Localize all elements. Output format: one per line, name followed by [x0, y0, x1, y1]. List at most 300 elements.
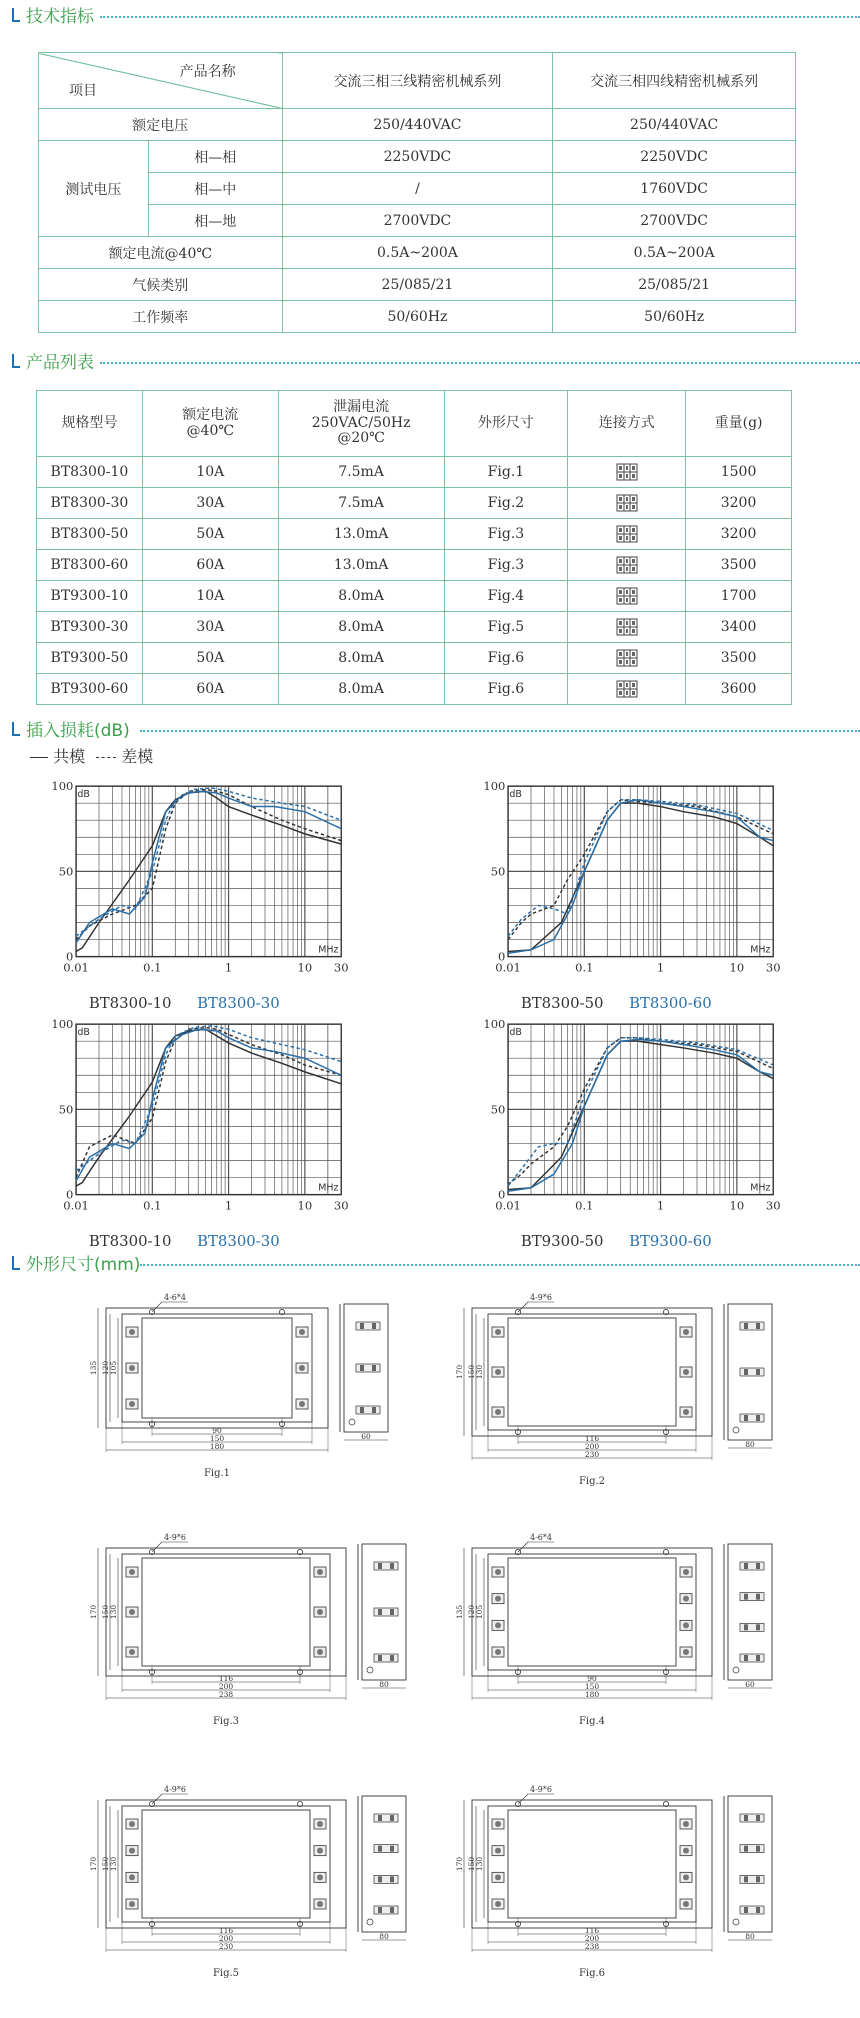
product-cell: 3400	[686, 612, 792, 643]
terminal-screw-icon	[129, 1821, 135, 1827]
ground-screw-icon	[367, 1919, 373, 1925]
side-screw-icon	[756, 1846, 760, 1852]
side-screw-icon	[756, 1594, 760, 1600]
terminal-screw-icon	[317, 1649, 323, 1655]
dashed-line-swatch	[96, 757, 116, 758]
product-cell: BT9300-10	[37, 581, 143, 612]
dim-label-horizontal: 230	[584, 1450, 600, 1459]
dimension-drawing-fig2	[436, 1290, 776, 1515]
hole-spec-label: 4-6*4	[164, 1293, 186, 1302]
product-cell: 30A	[142, 488, 278, 519]
side-screw-icon	[360, 1407, 364, 1413]
side-screw-icon	[378, 1655, 382, 1661]
x-tick-label: 30	[333, 1198, 349, 1213]
filter-body	[508, 1558, 676, 1666]
product-cell: BT8300-50	[37, 519, 143, 550]
x-tick-label: 0.01	[495, 960, 521, 975]
y-axis-unit: dB	[77, 1026, 90, 1038]
dim-label-vertical: 150	[467, 1856, 476, 1872]
filter-body	[508, 1810, 676, 1918]
side-screw-icon	[378, 1876, 382, 1882]
inner-plate	[488, 1554, 696, 1670]
spec-row-label: 额定电流@40℃	[39, 237, 283, 269]
divider	[140, 1264, 860, 1266]
divider	[140, 730, 860, 732]
dim-label-horizontal: 238	[584, 1942, 600, 1951]
product-row	[37, 457, 792, 488]
inner-plate	[488, 1806, 696, 1922]
product-cell: 8.0mA	[278, 643, 444, 674]
side-screw-icon	[390, 1846, 394, 1852]
terminal-screw-icon	[495, 1369, 501, 1375]
chart-plot-group	[508, 1024, 773, 1194]
leader-line	[152, 1302, 162, 1312]
side-terminal-icon	[374, 1814, 398, 1822]
terminal-screw-icon	[495, 1649, 501, 1655]
terminal-screw-icon	[299, 1365, 305, 1371]
terminal-screw-icon	[129, 1901, 135, 1907]
section-bracket-icon	[12, 722, 20, 736]
x-tick-label: 30	[765, 1198, 781, 1213]
series-label: BT9300-50	[520, 1232, 604, 1250]
leader-line	[518, 1542, 528, 1552]
dim-label-vertical: 150	[101, 1856, 110, 1872]
dim-label-horizontal: 80	[745, 1932, 755, 1941]
connection-cell	[568, 550, 686, 581]
dim-label-horizontal: 200	[584, 1934, 600, 1943]
product-table	[36, 390, 792, 705]
x-axis-unit: MHz	[750, 1182, 771, 1194]
y-tick-label: 50	[58, 864, 74, 879]
side-screw-icon	[756, 1323, 760, 1329]
section-insertion-loss	[0, 716, 860, 742]
spec-row-label: 气候类别	[39, 269, 283, 301]
product-cell: 3500	[686, 643, 792, 674]
side-terminal-icon	[740, 1322, 764, 1330]
section-title: 产品列表	[26, 353, 94, 373]
figure-label: Fig.3	[212, 1716, 240, 1727]
side-screw-icon	[756, 1563, 760, 1569]
dim-label-horizontal: 60	[361, 1432, 371, 1441]
dim-label-horizontal: 180	[584, 1690, 600, 1699]
terminal-block-icon	[616, 587, 638, 605]
side-terminal-icon	[374, 1875, 398, 1883]
side-screw-icon	[756, 1624, 760, 1630]
spec-cell: 2700VDC	[282, 205, 553, 237]
side-screw-icon	[756, 1369, 760, 1375]
spec-cell: 2700VDC	[553, 205, 796, 237]
side-terminal-icon	[740, 1623, 764, 1631]
spec-cell: 2250VDC	[553, 141, 796, 173]
spec-row-label: 工作频率	[39, 301, 283, 333]
x-tick-label: 1	[656, 1198, 665, 1213]
insertion-loss-chart-3	[51, 1016, 360, 1250]
terminal-screw-icon	[317, 1874, 323, 1880]
x-tick-label: 1	[224, 1198, 233, 1213]
terminal-screw-icon	[495, 1622, 501, 1628]
dim-label-horizontal: 116	[218, 1926, 234, 1935]
product-cell: Fig.3	[444, 519, 568, 550]
dim-label-vertical: 130	[475, 1856, 484, 1872]
terminal-screw-icon	[299, 1401, 305, 1407]
terminal-screw-icon	[129, 1874, 135, 1880]
connection-cell	[568, 581, 686, 612]
terminal-block-icon	[616, 618, 638, 636]
side-screw-icon	[390, 1907, 394, 1913]
side-screw-icon	[378, 1815, 382, 1821]
terminal-screw-icon	[129, 1649, 135, 1655]
legend-diff-mode: 差模	[121, 747, 154, 766]
side-screw-icon	[378, 1907, 382, 1913]
terminal-block-icon	[616, 494, 638, 512]
hole-spec-label: 4-9*6	[164, 1785, 186, 1794]
product-cell: Fig.2	[444, 488, 568, 519]
terminal-screw-icon	[683, 1409, 689, 1415]
side-screw-icon	[744, 1846, 748, 1852]
product-cell: Fig.6	[444, 643, 568, 674]
dim-label-horizontal: 80	[379, 1680, 389, 1689]
spec-table	[38, 52, 796, 333]
side-screw-icon	[756, 1876, 760, 1882]
product-cell: 7.5mA	[278, 457, 444, 488]
product-cell: 8.0mA	[278, 674, 444, 705]
x-axis-unit: MHz	[318, 1182, 339, 1194]
dim-label-vertical: 150	[101, 1604, 110, 1620]
spec-row-label: 相—地	[148, 205, 282, 237]
product-cell: 10A	[142, 581, 278, 612]
side-screw-icon	[744, 1563, 748, 1569]
x-tick-label: 10	[729, 1198, 745, 1213]
side-screw-icon	[756, 1815, 760, 1821]
terminal-screw-icon	[683, 1821, 689, 1827]
product-cell: Fig.1	[444, 457, 568, 488]
y-axis-unit: dB	[509, 1026, 522, 1038]
spec-col-header: 交流三相四线精密机械系列	[553, 53, 796, 109]
x-tick-label: 10	[297, 960, 313, 975]
spec-cell: 25/085/21	[553, 269, 796, 301]
section-title: 插入损耗(dB)	[26, 721, 130, 741]
x-tick-label: 1	[656, 960, 665, 975]
divider	[100, 16, 860, 18]
y-tick-label: 0	[498, 949, 506, 964]
dim-label-vertical: 130	[475, 1364, 484, 1380]
product-cell: 50A	[142, 643, 278, 674]
y-tick-label: 50	[58, 1102, 74, 1117]
spec-row-label: 额定电压	[39, 109, 283, 141]
section-bracket-icon	[12, 1256, 20, 1270]
side-screw-icon	[744, 1655, 748, 1661]
dimension-drawing-fig5	[70, 1782, 410, 2007]
product-row	[37, 519, 792, 550]
spec-corner-bottom: 项目	[69, 83, 97, 99]
product-row	[37, 612, 792, 643]
hole-spec-label: 4-9*6	[530, 1785, 552, 1794]
series-label: BT8300-10	[88, 994, 172, 1012]
terminal-screw-icon	[683, 1848, 689, 1854]
side-terminal-icon	[356, 1322, 380, 1330]
chart-plot-group	[76, 786, 341, 956]
terminal-screw-icon	[495, 1409, 501, 1415]
leader-line	[152, 1542, 162, 1552]
product-col-header: 连接方式	[568, 391, 686, 457]
product-cell: 8.0mA	[278, 581, 444, 612]
terminal-screw-icon	[317, 1901, 323, 1907]
side-screw-icon	[744, 1876, 748, 1882]
terminal-screw-icon	[129, 1401, 135, 1407]
terminal-screw-icon	[317, 1821, 323, 1827]
y-tick-label: 100	[483, 779, 506, 794]
terminal-screw-icon	[495, 1569, 501, 1575]
y-tick-label: 50	[490, 864, 506, 879]
series-label: BT8300-30	[197, 1232, 280, 1250]
side-terminal-icon	[740, 1593, 764, 1601]
dim-label-vertical: 120	[467, 1604, 476, 1620]
product-col-header: 规格型号	[37, 391, 143, 457]
side-screw-icon	[390, 1815, 394, 1821]
terminal-block-icon	[616, 649, 638, 667]
side-screw-icon	[360, 1365, 364, 1371]
hole-spec-label: 4-9*6	[530, 1293, 552, 1302]
dim-label-horizontal: 180	[209, 1442, 225, 1451]
filter-body	[142, 1558, 310, 1666]
x-tick-label: 30	[333, 960, 349, 975]
side-terminal-icon	[740, 1562, 764, 1570]
dim-label-vertical: 170	[455, 1856, 464, 1872]
x-tick-label: 0.01	[63, 1198, 89, 1213]
terminal-screw-icon	[683, 1329, 689, 1335]
terminal-screw-icon	[683, 1569, 689, 1575]
product-row	[37, 581, 792, 612]
terminal-screw-icon	[495, 1848, 501, 1854]
section-dimensions	[0, 1250, 860, 1276]
spec-cell: 250/440VAC	[553, 109, 796, 141]
product-cell: 1500	[686, 457, 792, 488]
y-tick-label: 100	[51, 1017, 74, 1032]
terminal-screw-icon	[317, 1569, 323, 1575]
section-title: 外形尺寸(mm)	[26, 1255, 141, 1275]
dimension-drawing-fig6	[436, 1782, 776, 2007]
product-cell: 3200	[686, 488, 792, 519]
hole-spec-label: 4-6*4	[530, 1533, 552, 1542]
insertion-loss-chart-1	[51, 778, 360, 1012]
dim-label-horizontal: 90	[212, 1426, 222, 1435]
section-bracket-icon	[12, 354, 20, 368]
side-terminal-icon	[740, 1906, 764, 1914]
side-screw-icon	[390, 1876, 394, 1882]
side-screw-icon	[744, 1815, 748, 1821]
dim-label-vertical: 170	[455, 1364, 464, 1380]
series-label: BT8300-30	[197, 994, 280, 1012]
terminal-screw-icon	[495, 1596, 501, 1602]
y-axis-unit: dB	[509, 788, 522, 800]
x-tick-label: 0.1	[575, 1198, 594, 1213]
side-screw-icon	[756, 1907, 760, 1913]
dim-label-vertical: 170	[89, 1604, 98, 1620]
terminal-block-icon	[616, 556, 638, 574]
spec-cell: 50/60Hz	[282, 301, 553, 333]
product-cell: 3500	[686, 550, 792, 581]
terminal-screw-icon	[129, 1569, 135, 1575]
product-col-header: 重量(g)	[686, 391, 792, 457]
x-tick-label: 0.1	[143, 1198, 162, 1213]
product-cell: Fig.4	[444, 581, 568, 612]
y-tick-label: 0	[498, 1187, 506, 1202]
figure-label: Fig.5	[212, 1968, 240, 1979]
product-cell: 3600	[686, 674, 792, 705]
leader-line	[152, 1794, 162, 1804]
product-cell: BT9300-30	[37, 612, 143, 643]
terminal-screw-icon	[317, 1609, 323, 1615]
figure-label: Fig.1	[203, 1468, 231, 1479]
side-terminal-icon	[740, 1814, 764, 1822]
product-cell: BT9300-60	[37, 674, 143, 705]
side-terminal-icon	[374, 1608, 398, 1616]
connection-cell	[568, 674, 686, 705]
product-col-header: 额定电流 @40℃	[142, 391, 278, 457]
ground-screw-icon	[733, 1427, 739, 1433]
connection-cell	[568, 519, 686, 550]
mounting-plate	[106, 1308, 328, 1428]
terminal-screw-icon	[129, 1848, 135, 1854]
y-tick-label: 100	[51, 779, 74, 794]
dim-label-horizontal: 200	[218, 1682, 234, 1691]
figure-label: Fig.2	[578, 1476, 606, 1487]
spec-row-label: 相—中	[148, 173, 282, 205]
chart-plot-group	[76, 1024, 341, 1194]
terminal-block-icon	[616, 680, 638, 698]
connection-cell	[568, 643, 686, 674]
side-screw-icon	[756, 1655, 760, 1661]
side-screw-icon	[372, 1365, 376, 1371]
dim-label-vertical: 135	[89, 1360, 98, 1376]
dim-label-horizontal: 116	[584, 1434, 600, 1443]
ground-screw-icon	[733, 1919, 739, 1925]
terminal-block-icon	[616, 525, 638, 543]
connection-cell	[568, 457, 686, 488]
dim-label-vertical: 170	[89, 1856, 98, 1872]
figure-label: Fig.6	[578, 1968, 606, 1979]
inner-plate	[122, 1806, 330, 1922]
product-cell: 13.0mA	[278, 519, 444, 550]
terminal-block-icon	[616, 463, 638, 481]
product-cell: 60A	[142, 550, 278, 581]
spec-cell: 25/085/21	[282, 269, 553, 301]
terminal-screw-icon	[129, 1329, 135, 1335]
dim-label-vertical: 135	[455, 1604, 464, 1620]
spec-cell: /	[282, 173, 553, 205]
filter-body	[508, 1318, 676, 1426]
product-cell: 13.0mA	[278, 550, 444, 581]
terminal-screw-icon	[683, 1369, 689, 1375]
dim-label-horizontal: 200	[584, 1442, 600, 1451]
spec-cell: 1760VDC	[553, 173, 796, 205]
product-cell: BT8300-10	[37, 457, 143, 488]
dimension-drawing-fig1	[70, 1290, 410, 1515]
section-bracket-icon	[12, 8, 20, 22]
filter-body	[142, 1318, 292, 1418]
dim-label-vertical: 150	[467, 1364, 476, 1380]
terminal-screw-icon	[495, 1901, 501, 1907]
product-row	[37, 674, 792, 705]
insertion-loss-chart-2	[483, 778, 792, 1012]
side-terminal-icon	[740, 1875, 764, 1883]
ground-screw-icon	[733, 1667, 739, 1673]
side-screw-icon	[378, 1609, 382, 1615]
chart-plot-group	[508, 786, 773, 956]
side-terminal-icon	[740, 1845, 764, 1853]
dim-label-horizontal: 230	[218, 1942, 234, 1951]
terminal-screw-icon	[495, 1821, 501, 1827]
dim-label-vertical: 130	[109, 1856, 118, 1872]
section-title: 技术指标	[26, 7, 94, 27]
terminal-screw-icon	[495, 1874, 501, 1880]
side-screw-icon	[390, 1563, 394, 1569]
product-cell: 50A	[142, 519, 278, 550]
ground-screw-icon	[349, 1419, 355, 1425]
terminal-screw-icon	[683, 1622, 689, 1628]
dim-label-horizontal: 150	[584, 1682, 600, 1691]
spec-col-header: 交流三相三线精密机械系列	[282, 53, 553, 109]
side-terminal-icon	[374, 1845, 398, 1853]
dim-label-horizontal: 60	[745, 1680, 755, 1689]
dim-label-horizontal: 80	[745, 1440, 755, 1449]
hole-spec-label: 4-9*6	[164, 1533, 186, 1542]
x-tick-label: 30	[765, 960, 781, 975]
inner-plate	[122, 1314, 312, 1422]
dim-label-vertical: 105	[475, 1604, 484, 1620]
x-axis-unit: MHz	[750, 944, 771, 956]
inner-plate	[122, 1554, 330, 1670]
side-terminal-icon	[740, 1414, 764, 1422]
product-cell: Fig.3	[444, 550, 568, 581]
side-screw-icon	[756, 1415, 760, 1421]
y-tick-label: 0	[66, 949, 74, 964]
spec-row-label: 相—相	[148, 141, 282, 173]
insertion-loss-chart-4	[483, 1016, 792, 1250]
dim-label-horizontal: 116	[584, 1926, 600, 1935]
side-terminal-icon	[374, 1906, 398, 1914]
connection-cell	[568, 488, 686, 519]
product-cell: BT9300-50	[37, 643, 143, 674]
product-col-header: 泄漏电流 250VAC/50Hz @20℃	[278, 391, 444, 457]
spec-cell: 0.5A~200A	[553, 237, 796, 269]
section-tech-specs	[0, 2, 860, 28]
inner-plate	[488, 1314, 696, 1430]
leader-line	[518, 1302, 528, 1312]
product-cell: 1700	[686, 581, 792, 612]
chart-legend	[30, 744, 153, 767]
series-label: BT8300-60	[629, 994, 712, 1012]
x-axis-unit: MHz	[318, 944, 339, 956]
side-screw-icon	[372, 1407, 376, 1413]
product-col-header: 外形尺寸	[444, 391, 568, 457]
dim-label-horizontal: 80	[379, 1932, 389, 1941]
dim-label-horizontal: 150	[209, 1434, 225, 1443]
product-cell: Fig.5	[444, 612, 568, 643]
side-terminal-icon	[356, 1406, 380, 1414]
side-terminal-icon	[356, 1364, 380, 1372]
side-terminal-icon	[374, 1654, 398, 1662]
terminal-screw-icon	[683, 1596, 689, 1602]
dim-label-vertical: 105	[109, 1360, 118, 1376]
dim-label-horizontal: 90	[587, 1674, 597, 1683]
side-screw-icon	[378, 1563, 382, 1569]
y-tick-label: 100	[483, 1017, 506, 1032]
dim-label-vertical: 120	[101, 1360, 110, 1376]
side-screw-icon	[744, 1594, 748, 1600]
side-screw-icon	[360, 1323, 364, 1329]
spec-cell: 250/440VAC	[282, 109, 553, 141]
